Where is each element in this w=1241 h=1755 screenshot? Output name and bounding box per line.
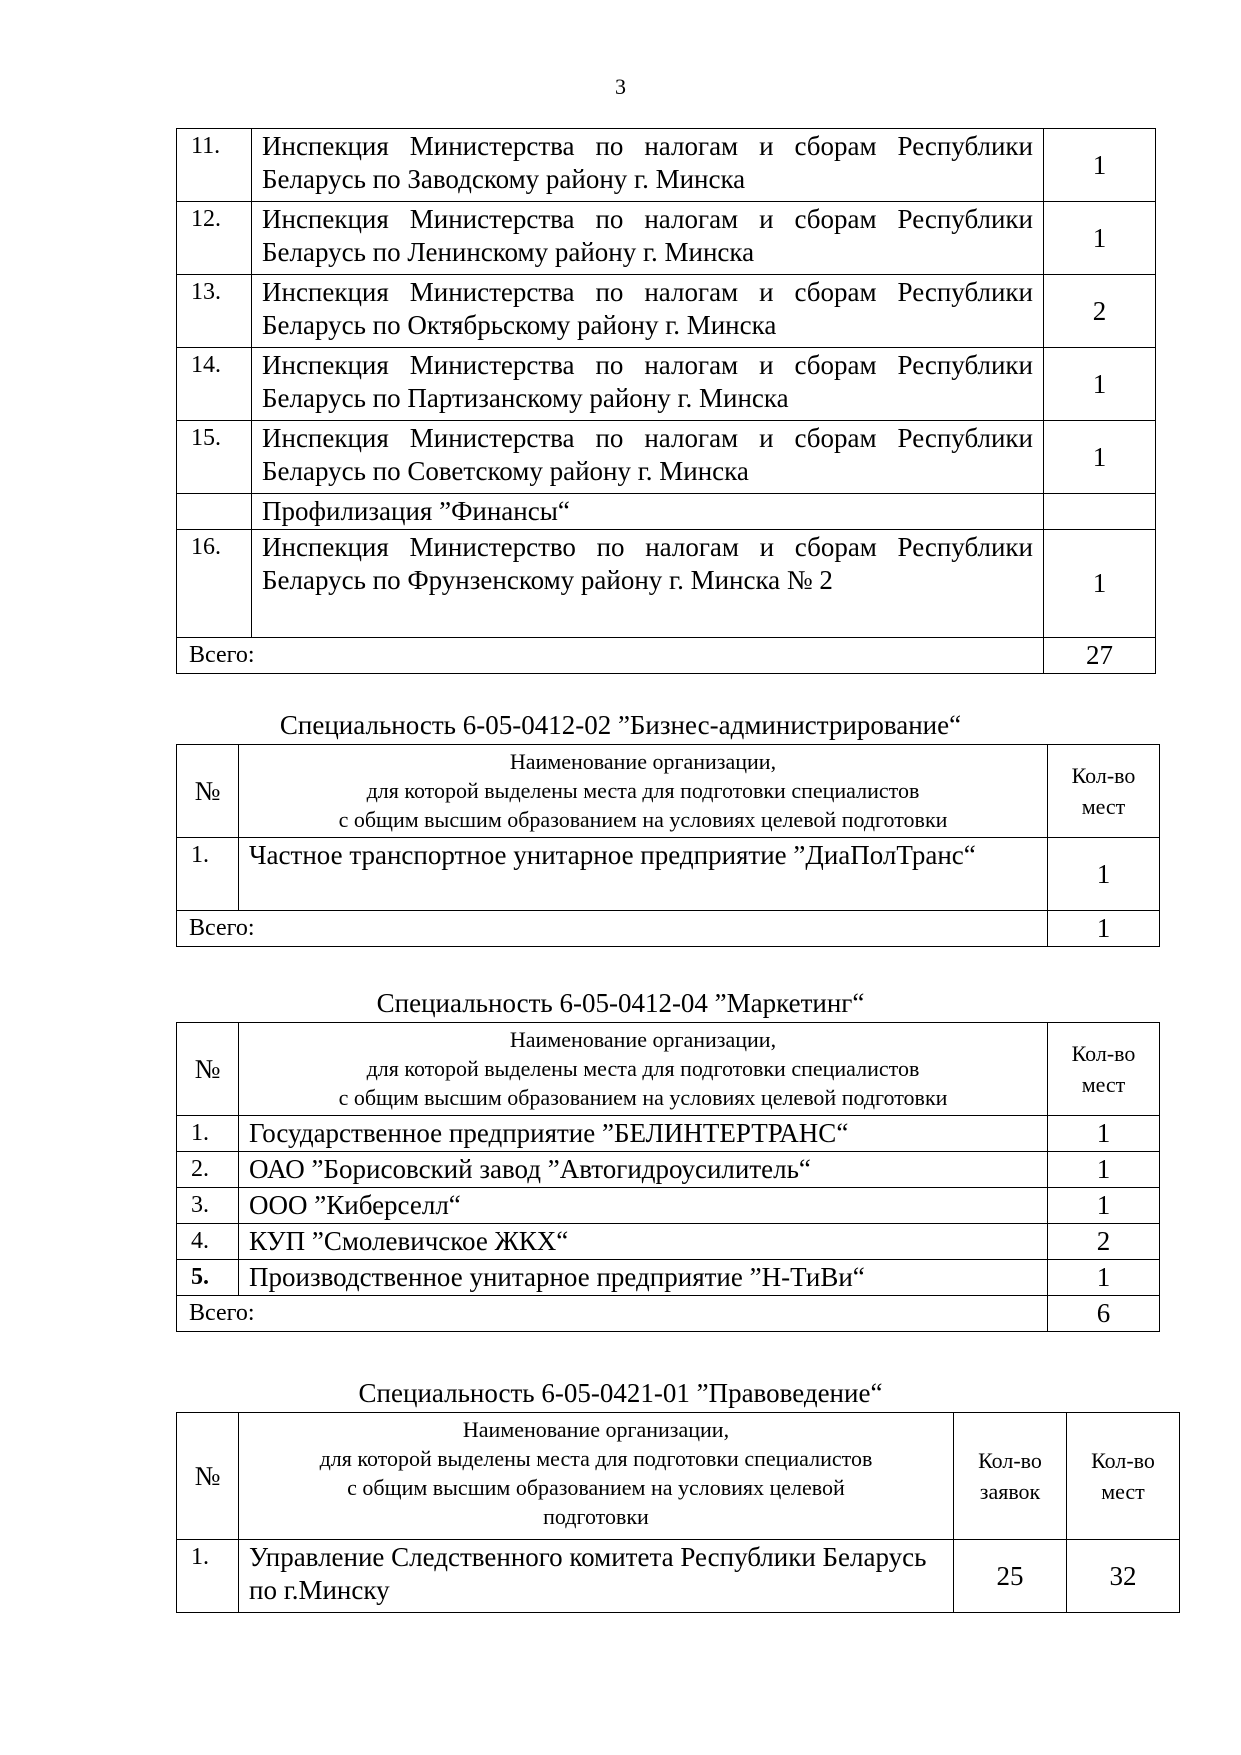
column-header-name [239, 1413, 954, 1540]
column-header-places [1067, 1413, 1180, 1540]
places-count: 1 [1044, 348, 1156, 421]
table-row [177, 202, 1156, 275]
total-value: 27 [1044, 638, 1156, 674]
header-line: мест [1081, 794, 1126, 819]
organization-name: Инспекция Министерства по налогам и сборам Республики Беларусь по Партизанскому району г. Минска [252, 348, 1044, 421]
table-header [177, 1023, 1160, 1116]
places-count: 1 [1048, 1116, 1160, 1152]
table-row [177, 530, 1156, 638]
table-row [177, 1188, 1160, 1224]
total-row [177, 1296, 1160, 1332]
organization-name: Инспекция Министерства по налогам и сборам Республики Беларусь по Заводскому району г. Минска [252, 129, 1044, 202]
table-header [177, 1413, 1180, 1540]
total-value: 1 [1048, 911, 1160, 947]
column-header-name [239, 1023, 1048, 1116]
table-header [177, 745, 1160, 838]
table-row [177, 1540, 1180, 1613]
requests-count: 25 [954, 1540, 1067, 1613]
header-line: Наименование организации, [462, 1417, 730, 1442]
table-row [177, 1116, 1160, 1152]
organization-name: Инспекция Министерства по налогам и сборам Республики Беларусь по Октябрьскому району г. Минска [252, 275, 1044, 348]
header-line: Кол-во [1091, 1448, 1155, 1473]
header-line: для которой выделены места для подготовки специалистов [366, 778, 920, 803]
organization-name: Частное транспортное унитарное предприятие ”ДиаПолТранс“ [239, 838, 1048, 911]
header-line: с общим высшим образованием на условиях целевой подготовки [338, 807, 948, 832]
table-business-admin [176, 744, 1160, 947]
total-row [177, 638, 1156, 674]
organization-name: Инспекция Министерства по налогам и сборам Республики Беларусь по Советскому району г. Минска [252, 421, 1044, 494]
total-value: 6 [1048, 1296, 1160, 1332]
total-label: Всего: [177, 638, 1044, 674]
organization-name: Государственное предприятие ”БЕЛИНТЕРТРАНС“ [239, 1116, 1048, 1152]
header-line: мест [1081, 1072, 1126, 1097]
row-number: 13. [177, 275, 252, 348]
header-line: мест [1101, 1479, 1145, 1504]
row-number: 14. [177, 348, 252, 421]
row-number: 1. [177, 1116, 239, 1152]
column-header-places [1048, 1023, 1160, 1116]
row-number: 12. [177, 202, 252, 275]
row-number: 3. [177, 1188, 239, 1224]
table-row [177, 1260, 1160, 1296]
total-label: Всего: [177, 1296, 1048, 1332]
row-number [177, 494, 252, 530]
header-line: Кол-во [1071, 763, 1136, 788]
places-count: 1 [1048, 1188, 1160, 1224]
organization-name: Управление Следственного комитета Республики Беларусь по г.Минску [239, 1540, 954, 1613]
places-count [1044, 494, 1156, 530]
column-header-number: № [177, 1023, 239, 1116]
section-title-marketing: Специальность 6-05-0412-04 ”Маркетинг“ [376, 988, 865, 1018]
table-row [177, 421, 1156, 494]
organization-name: Производственное унитарное предприятие ”Н-ТиВи“ [239, 1260, 1048, 1296]
header-line: с общим высшим образованием на условиях целевой подготовки [338, 1085, 948, 1110]
table-law [176, 1412, 1180, 1613]
organization-name: ООО ”Киберселл“ [239, 1188, 1048, 1224]
places-count: 1 [1044, 530, 1156, 638]
places-count: 1 [1044, 129, 1156, 202]
row-number: 1. [177, 838, 239, 911]
column-header-requests [954, 1413, 1067, 1540]
header-line: Кол-во [1071, 1041, 1136, 1066]
organization-name: ОАО ”Борисовский завод ”Автогидроусилитель“ [239, 1152, 1048, 1188]
header-line: Наименование организации, [509, 1027, 777, 1052]
row-number: 16. [177, 530, 252, 638]
row-number: 15. [177, 421, 252, 494]
places-count: 1 [1044, 202, 1156, 275]
places-count: 2 [1048, 1224, 1160, 1260]
table-row [177, 275, 1156, 348]
places-count: 1 [1048, 1260, 1160, 1296]
table-row [177, 838, 1160, 911]
total-label: Всего: [177, 911, 1048, 947]
column-header-name [239, 745, 1048, 838]
total-row [177, 911, 1160, 947]
header-line: Наименование организации, [509, 749, 777, 774]
header-line: с общим высшим образованием на условиях целевой [347, 1475, 845, 1500]
table-row [177, 348, 1156, 421]
header-line: заявок [979, 1479, 1041, 1504]
organization-name: Инспекция Министерство по налогам и сборам Республики Беларусь по Фрунзенскому району г. Минска № 2 [252, 530, 1044, 638]
row-number: 4. [177, 1224, 239, 1260]
row-number: 2. [177, 1152, 239, 1188]
column-header-number: № [177, 745, 239, 838]
header-line: Кол-во [978, 1448, 1042, 1473]
organization-name: КУП ”Смолевичское ЖКХ“ [239, 1224, 1048, 1260]
table-marketing [176, 1022, 1160, 1332]
table-tax-inspections [176, 128, 1156, 674]
places-count: 32 [1067, 1540, 1180, 1613]
table-row [177, 129, 1156, 202]
places-count: 1 [1044, 421, 1156, 494]
row-number: 5. [177, 1260, 239, 1296]
header-line: для которой выделены места для подготовки специалистов [319, 1446, 873, 1471]
row-number: 11. [177, 129, 252, 202]
places-count: 2 [1044, 275, 1156, 348]
header-line: подготовки [543, 1504, 649, 1529]
header-line: для которой выделены места для подготовки специалистов [366, 1056, 920, 1081]
section-title-business-admin: Специальность 6-05-0412-02 ”Бизнес-администрирование“ [279, 710, 962, 740]
organization-name: Инспекция Министерства по налогам и сборам Республики Беларусь по Ленинскому району г. Минска [252, 202, 1044, 275]
places-count: 1 [1048, 1152, 1160, 1188]
page-number: 3 [615, 74, 626, 99]
column-header-places [1048, 745, 1160, 838]
table-row [177, 1224, 1160, 1260]
column-header-number: № [177, 1413, 239, 1540]
places-count: 1 [1048, 838, 1160, 911]
row-number: 1. [177, 1540, 239, 1613]
profile-label: Профилизация ”Финансы“ [252, 494, 1044, 530]
section-title-law: Специальность 6-05-0421-01 ”Правоведение“ [358, 1378, 883, 1408]
table-row [177, 1152, 1160, 1188]
table-row [177, 494, 1156, 530]
